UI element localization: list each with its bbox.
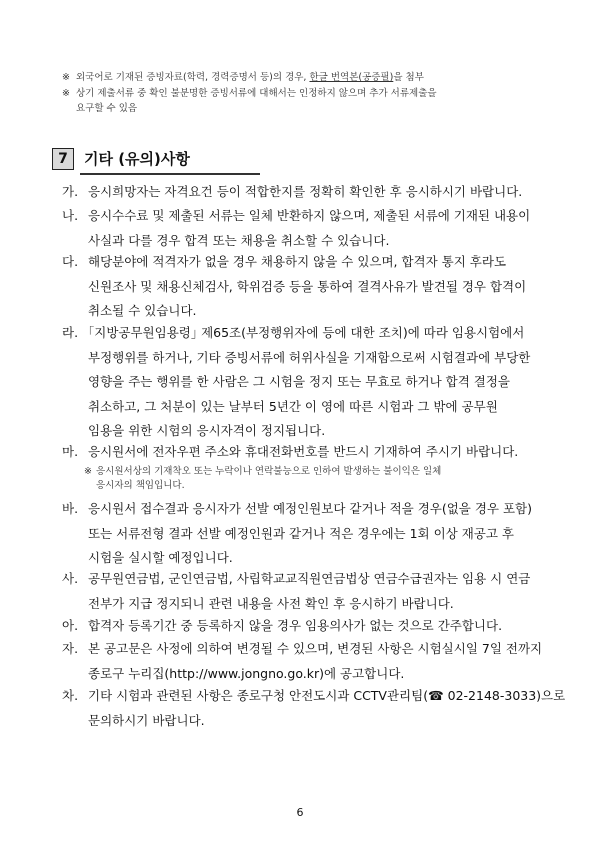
notice-item-a [62, 614, 562, 639]
section-title: 기타 (유의)사항 [84, 148, 190, 171]
item-line: 공무원연금법, 군인연금법, 사립학교교직원연금법상 연금수급권자는 임용 시 연금 [88, 571, 531, 586]
item-label: 차. [62, 688, 79, 703]
note-line: 요구할 수 있음 [76, 103, 138, 114]
item-line: 부정행위를 하거나, 기타 증빙서류에 허위사실을 기재함으로써 시험결과에 부당한 [88, 349, 531, 365]
item-label: 아. [62, 618, 79, 633]
note-line: 상기 제출서류 중 확인 불분명한 증빙서류에 대해서는 인정하지 않으며 추가 서류제출을 [76, 88, 437, 99]
item-line: 또는 서류전형 결과 선발 예정인원과 같거나 적은 경우에는 1회 이상 재공고 후 [88, 525, 514, 541]
note-unclear-docs [62, 86, 542, 116]
notice-item-da [62, 250, 562, 324]
item-label: 바. [62, 501, 79, 516]
note-line: 응시자의 책임입니다. [96, 480, 185, 491]
notice-item-cha [62, 684, 566, 733]
item-line: 해당분야에 적격자가 없을 경우 채용하지 않을 수 있으며, 합격자 통지 후라도 [88, 254, 507, 269]
notice-item-na [62, 204, 562, 253]
note-mark: ※ [84, 466, 92, 477]
section-heading [52, 147, 190, 171]
notice-item-ga [62, 180, 562, 205]
item-line: 사실과 다를 경우 합격 또는 채용을 취소할 수 있습니다. [88, 232, 390, 248]
notice-item-sa [62, 567, 562, 616]
notice-item-ba [62, 497, 562, 571]
item-line: 신원조사 및 채용신체검사, 학위검증 등을 통하여 결격사유가 발견될 경우 합격이 [88, 278, 527, 294]
item-line: 전부가 지급 정지되니 관련 내용을 사전 확인 후 응시하기 바랍니다. [88, 595, 454, 611]
item-line: ｢지방공무원임용령｣ 제65조(부정행위자에 등에 대한 조치)에 따라 임용시험에서 [88, 325, 525, 340]
section-number: 7 [52, 148, 74, 170]
item-line: 취소하고, 그 처분이 있는 날부터 5년간 이 영에 따른 시험과 그 밖에 공무원 [88, 398, 498, 414]
item-line: 시험을 실시할 예정입니다. [88, 550, 233, 565]
note-mark: ※ [62, 88, 70, 99]
page-number: 6 [296, 806, 304, 819]
item-label: 가. [62, 184, 79, 199]
item-line: 응시원서 접수결과 응시자가 선발 예정인원보다 같거나 적을 경우(없을 경우 포함) [88, 501, 532, 516]
note-text-post: 을 첨부 [393, 72, 424, 83]
item-label: 라. [62, 325, 79, 340]
item-line: 응시원서에 전자우편 주소와 휴대전화번호를 반드시 기재하여 주시기 바랍니다. [88, 444, 519, 459]
item-line: 기타 시험과 관련된 사항은 종로구청 안전도시과 CCTV관리팀(☎ 02-2148-3033)으로 [88, 688, 566, 703]
item-line: 본 공고문은 사정에 의하여 변경될 수 있으며, 변경된 사항은 시험실시일 7일 전까지 [88, 641, 543, 656]
note-mark: ※ [62, 72, 70, 83]
note-foreign-docs [62, 70, 542, 85]
item-line: 종로구 누리집(http://www.jongno.go.kr)에 공고합니다. [88, 665, 405, 681]
item-line: 응시수수료 및 제출된 서류는 일체 반환하지 않으며, 제출된 서류에 기재된 내용이 [88, 208, 531, 223]
subnote-responsibility [84, 465, 524, 493]
note-text-pre: 외국어로 기재된 증빙자료(학력, 경력증명서 등)의 경우, [76, 72, 310, 83]
item-label: 사. [62, 571, 79, 586]
item-label: 자. [62, 641, 79, 656]
item-line: 임용을 위한 시험의 응시자격이 정지됩니다. [88, 423, 326, 438]
item-line: 응시희망자는 자격요건 등이 적합한지를 정확히 확인한 후 응시하시기 바랍니다. [88, 184, 523, 199]
notice-item-ja [62, 637, 562, 686]
notice-item-ra [62, 321, 562, 444]
item-label: 나. [62, 208, 79, 223]
item-label: 다. [62, 254, 79, 269]
item-line: 문의하시기 바랍니다. [88, 712, 205, 728]
notice-item-ma [62, 440, 562, 465]
item-label: 마. [62, 444, 79, 459]
note-line: 응시원서상의 기재착오 또는 누락이나 연락불능으로 인하여 발생하는 불이익은 일체 [96, 466, 442, 477]
note-text-underlined: 한글 번역본(공증필) [309, 72, 394, 83]
item-line: 영향을 주는 행위를 한 사람은 그 시험을 정지 또는 무효로 하거나 합격 결정을 [88, 374, 511, 389]
item-line: 취소될 수 있습니다. [88, 303, 197, 318]
item-line: 합격자 등록기간 중 등록하지 않을 경우 임용의사가 없는 것으로 간주합니다. [88, 618, 503, 633]
